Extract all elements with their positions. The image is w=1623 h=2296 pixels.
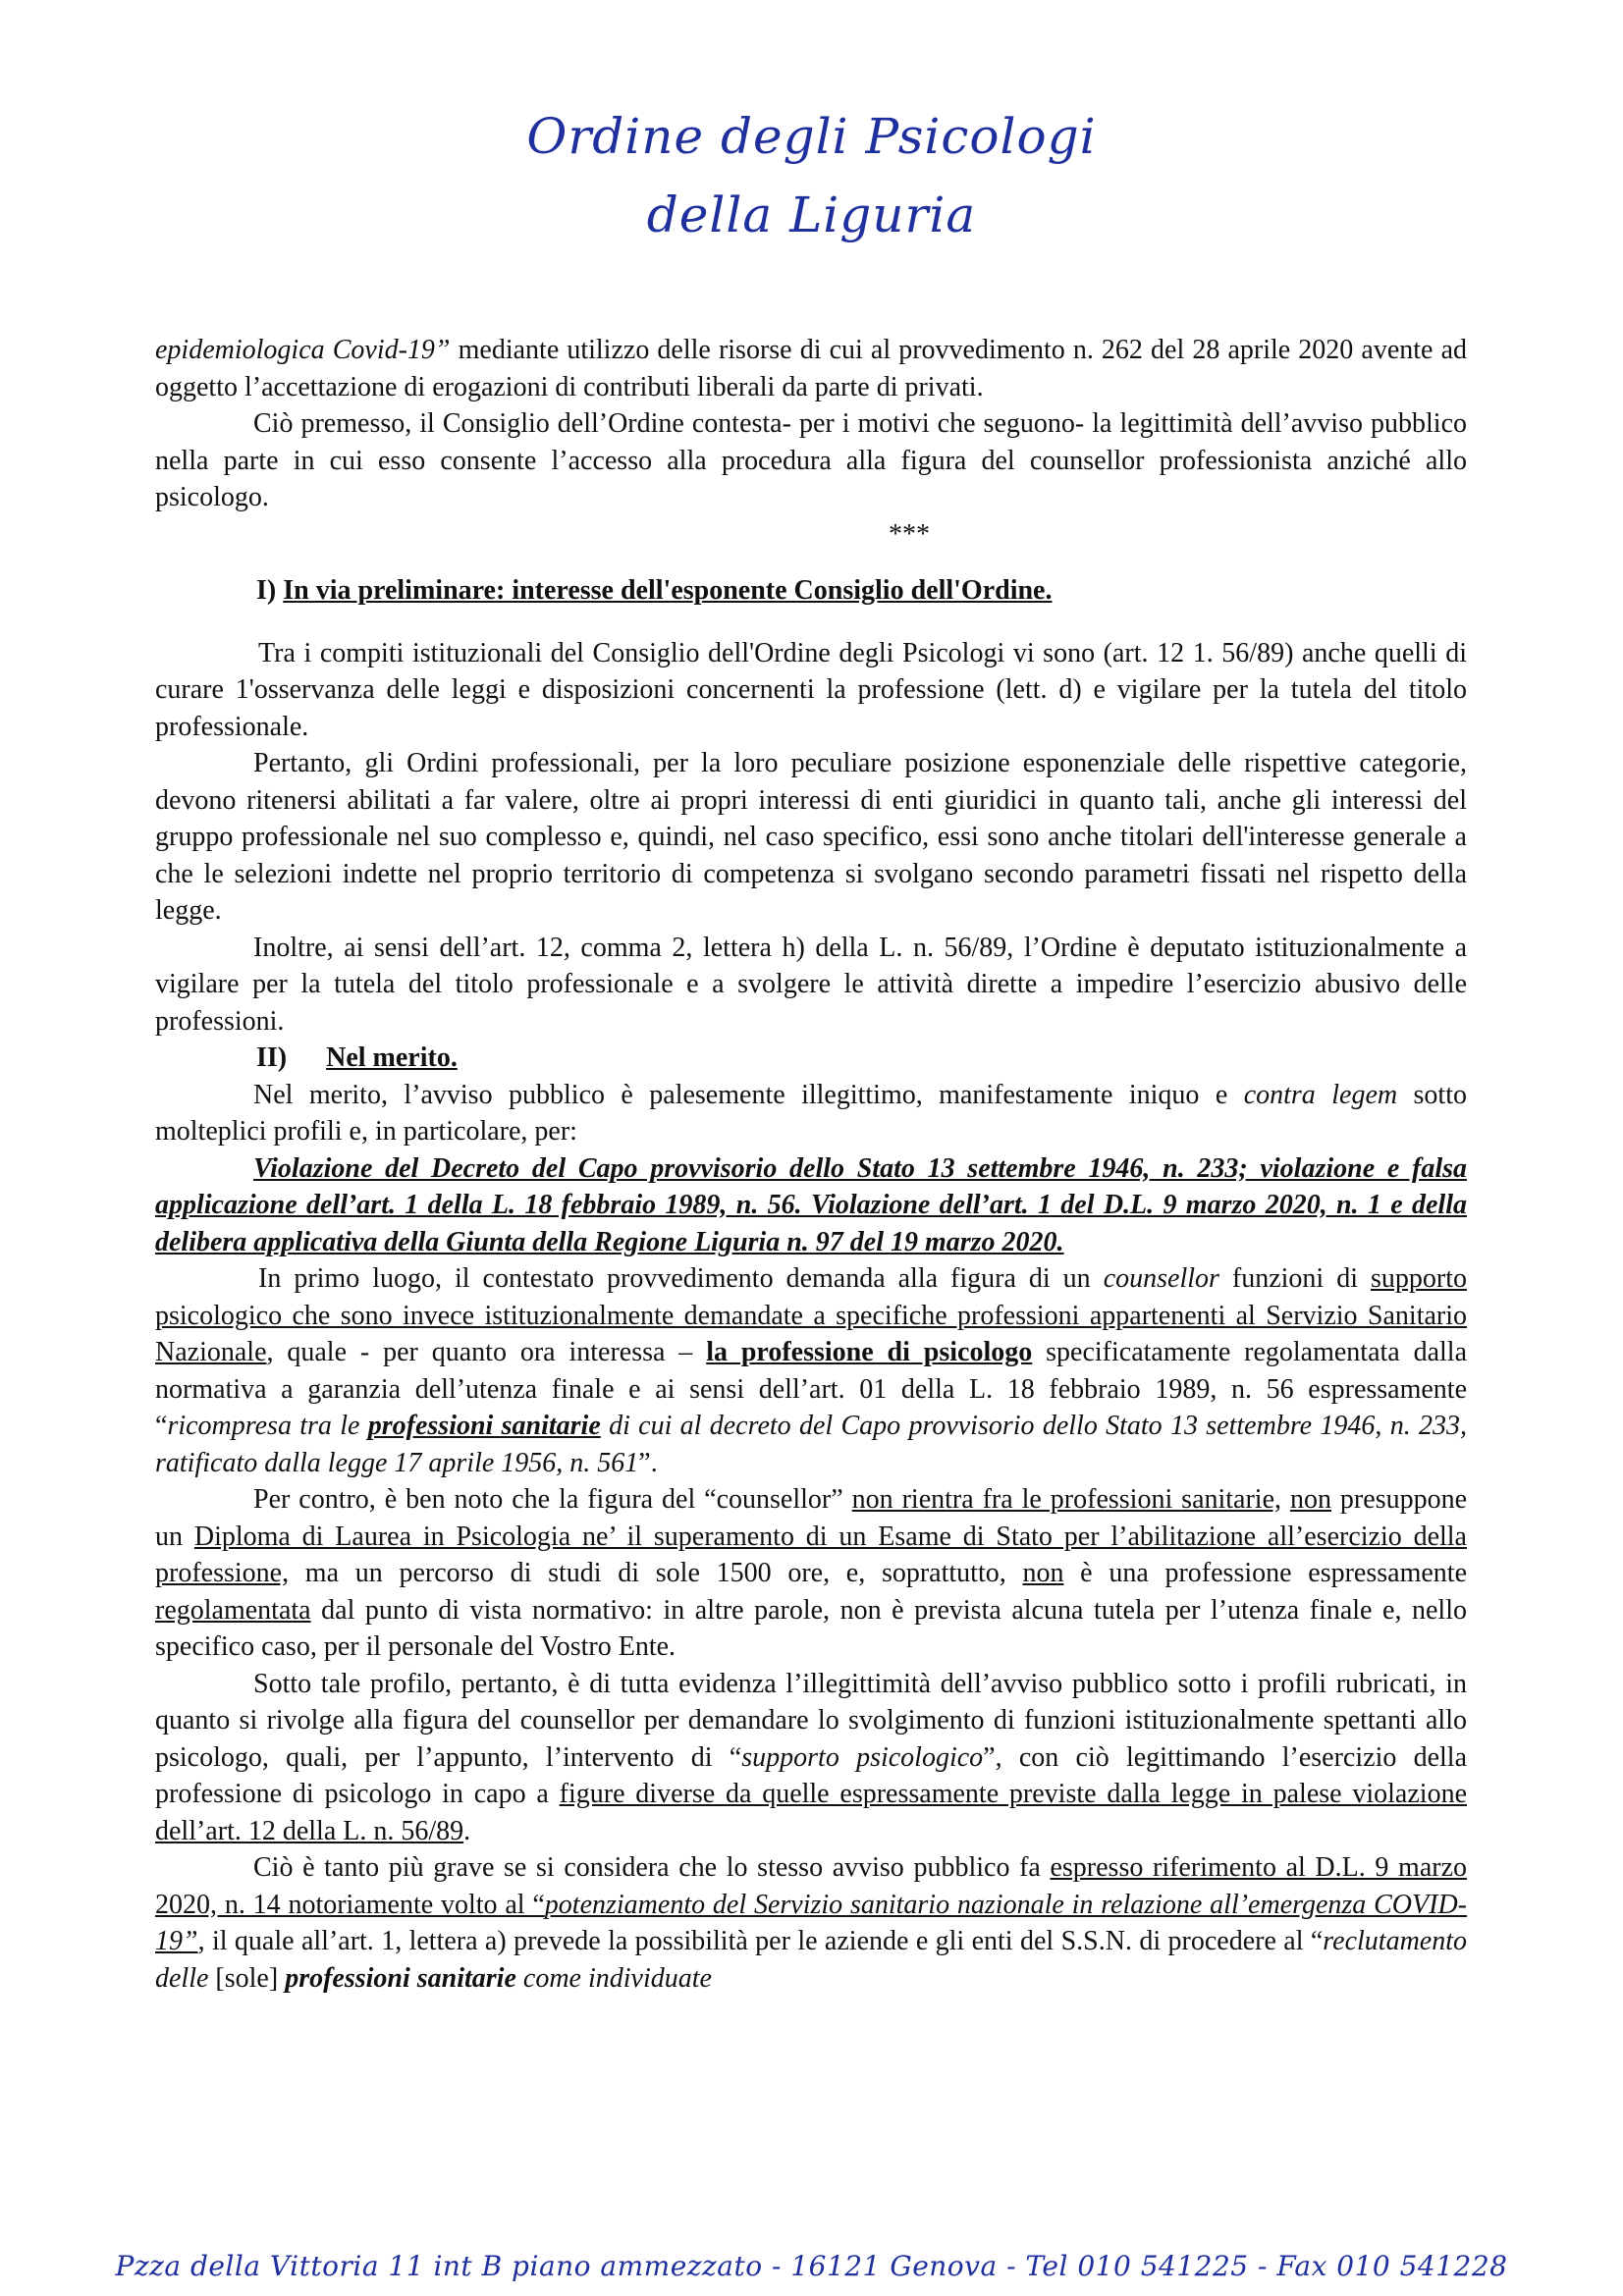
p6-text-c: sotto molteplici profili e, in particolare, per: <box>155 1079 1467 1147</box>
p11-h: come individuate <box>515 1962 712 1994</box>
p6-italic: contra legem <box>1243 1079 1398 1110</box>
p8-f: la professione di psicologo <box>706 1337 1033 1367</box>
p9-f: Diploma di Laurea in Psicologia ne’ il superamento di un Esame di Stato per l’abilitazione all’esercizio della professione, <box>155 1521 1467 1588</box>
section-2-heading <box>155 1040 1467 1077</box>
paragraph-4: Pertanto, gli Ordini professionali, per la loro peculiare posizione esponenziale delle rispettive categorie, devono ritenersi abilitati a far valere, oltre ai propri interessi di enti giuridici in quanto tali, anche gli interessi del gruppo professionale nel suo complesso e, quindi, nel caso specifico, essi sono anche titolari dell'interesse generale a che le selezioni indette nel proprio territorio di competenza si svolgano secondo parametri fissati nel rispetto della legge. <box>155 748 1467 926</box>
p8-k: ”. <box>638 1447 658 1478</box>
p6-text-a: Nel merito, l’avviso pubblico è palesemente illegittimo, manifestamente iniquo e <box>253 1079 1244 1110</box>
paragraph-11 <box>155 1849 1467 1997</box>
p1-italic: epidemiologica Covid-19” <box>155 335 451 365</box>
p8-b: counsellor <box>1103 1263 1219 1294</box>
p9-k: dal punto di vista normativo: in altre parole, non è prevista alcuna tutela per l’utenza finale e, nello specifico caso, per il personale del Vostro Ente. <box>155 1594 1467 1662</box>
p8-h: ricompresa tra le <box>167 1411 368 1441</box>
paragraph-3: Tra i compiti istituzionali del Consiglio dell'Ordine degli Psicologi vi sono (art. 12 1. 56/89) anche quelli di curare 1'osservanza delle leggi e disposizioni concernenti la professione (lett. d) e vigilare per la tutela del titolo professionale. <box>155 637 1467 742</box>
p8-g: specificatamente regolamentata dalla normativa a garanzia dell’utenza finale e ai sensi dell’art. 01 della L. 18 febbraio 1989, n. 56 espressamente “ <box>155 1337 1468 1441</box>
p9-h: non <box>1022 1558 1064 1588</box>
p8-c: funzioni di <box>1218 1263 1371 1294</box>
p11-g: professioni sanitarie <box>285 1962 516 1994</box>
section-2-title: Nel merito. <box>326 1042 458 1073</box>
p10-a: Sotto tale profilo, pertanto, è di tutta evidenza l’illegittimità dell’avviso pubblico sotto i profili rubricati, in quanto si rivolge alla figura del counsellor per demandare lo svolgimento di funzioni istituzionalmente spettanti allo psicologo, quali, per l’appunto, l’intervento di “ <box>155 1668 1467 1773</box>
section-2-number: II) <box>256 1042 288 1073</box>
p10-b: supporto psicologico <box>741 1741 984 1773</box>
letterhead-line-1: Ordine degli Psicologi <box>526 108 1097 165</box>
paragraph-1 <box>155 332 1467 405</box>
p8-a: In primo luogo, il contestato provvedimento demanda alla figura di un <box>258 1263 1104 1294</box>
letterhead-line-2: della Liguria <box>646 187 977 243</box>
p9-a: Per contro, è ben noto che la figura del “counsellor” <box>253 1484 852 1515</box>
p9-c <box>1281 1484 1290 1515</box>
section-1-title: In via preliminare: interesse dell'esponente Consiglio dell'Ordine. <box>283 575 1053 606</box>
letterhead-footer: Pzza della Vittoria 11 int B piano ammezzato - 16121 Genova - Tel 010 541225 - Fax 010 541228 <box>115 2250 1508 2282</box>
p9-g: ma un percorso di studi di sole 1500 ore, e, soprattutto, <box>289 1558 1023 1588</box>
p11-f: [sole] <box>215 1962 286 1994</box>
p9-e: presuppone un <box>155 1484 1468 1552</box>
p8-j: di cui al decreto del Capo provvisorio dello Stato 13 settembre 1946, n. 233, ratificato dalla legge 17 aprile 1956, n. 561 <box>155 1411 1468 1478</box>
p9-b: non rientra fra le professioni sanitarie, <box>851 1484 1282 1515</box>
paragraph-5: Inoltre, ai sensi dell’art. 12, comma 2, lettera h) della L. n. 56/89, l’Ordine è deputato istituzionalmente a vigilare per la tutela del titolo professionale e a svolgere le attività dirette a impedire l’esercizio abusivo delle professioni. <box>155 932 1467 1037</box>
section-1-number: I) <box>256 575 277 606</box>
p11-a: Ciò è tanto più grave se si considera che lo stesso avviso pubblico fa <box>253 1852 1051 1883</box>
p8-d: supporto psicologico che sono invece istituzionalmente demandate a specifiche professioni appartenenti al Servizio Sanitario Nazionale <box>155 1263 1467 1367</box>
section-1-heading <box>155 572 1467 610</box>
document-body <box>155 332 1467 1997</box>
p9-i: è una professione espressamente <box>1063 1558 1467 1588</box>
p10-c: ”, con ciò legittimando l’esercizio della professione di psicologo in capo a <box>155 1741 1468 1809</box>
paragraph-6 <box>155 1077 1467 1150</box>
p11-c: potenziamento del Servizio sanitario nazionale in relazione all’emergenza COVID-19” <box>155 1889 1467 1956</box>
p10-e: . <box>463 1815 471 1846</box>
paragraph-7-violation: Violazione del Decreto del Capo provvisorio dello Stato 13 settembre 1946, n. 233; violazione e falsa applicazione dell’art. 1 della L. 18 febbraio 1989, n. 56. Violazione dell’art. 1 del D.L. 9 marzo 2020, n. 1 e della delibera applicativa della Giunta della Regione Liguria n. 97 del 19 marzo 2020. <box>155 1152 1467 1257</box>
p9-j: regolamentata <box>155 1594 311 1626</box>
p11-b: espresso riferimento al D.L. 9 marzo 2020, n. 14 notoriamente volto al “ <box>155 1852 1468 1920</box>
p11-e: reclutamento delle <box>155 1926 1467 1994</box>
p8-e: , quale - per quanto ora interessa – <box>266 1337 707 1367</box>
paragraph-10 <box>155 1666 1467 1850</box>
p1-text: mediante utilizzo delle risorse di cui al provvedimento n. 262 del 28 aprile 2020 avente ad oggetto l’accettazione di erogazioni di contributi liberali da parte di privati. <box>155 335 1467 402</box>
separator: *** <box>889 518 930 550</box>
paragraph-8 <box>155 1260 1467 1481</box>
paragraph-2: Ciò premesso, il Consiglio dell’Ordine contesta- per i motivi che seguono- la legittimità dell’avviso pubblico nella parte in cui esso consente l’accesso alla procedura alla figura del counsellor professionista anziché allo psicologo. <box>155 408 1467 512</box>
p8-i: professioni sanitarie <box>367 1411 601 1441</box>
paragraph-9 <box>155 1481 1467 1666</box>
p9-d: non <box>1289 1484 1331 1515</box>
p11-d: , il quale all’art. 1, lettera a) prevede la possibilità per le aziende e gli enti del S.S.N. di procedere al “ <box>197 1926 1324 1956</box>
p10-d: figure diverse da quelle espressamente previste dalla legge in palese violazione dell’art. 12 della L. n. 56/89 <box>155 1779 1467 1846</box>
